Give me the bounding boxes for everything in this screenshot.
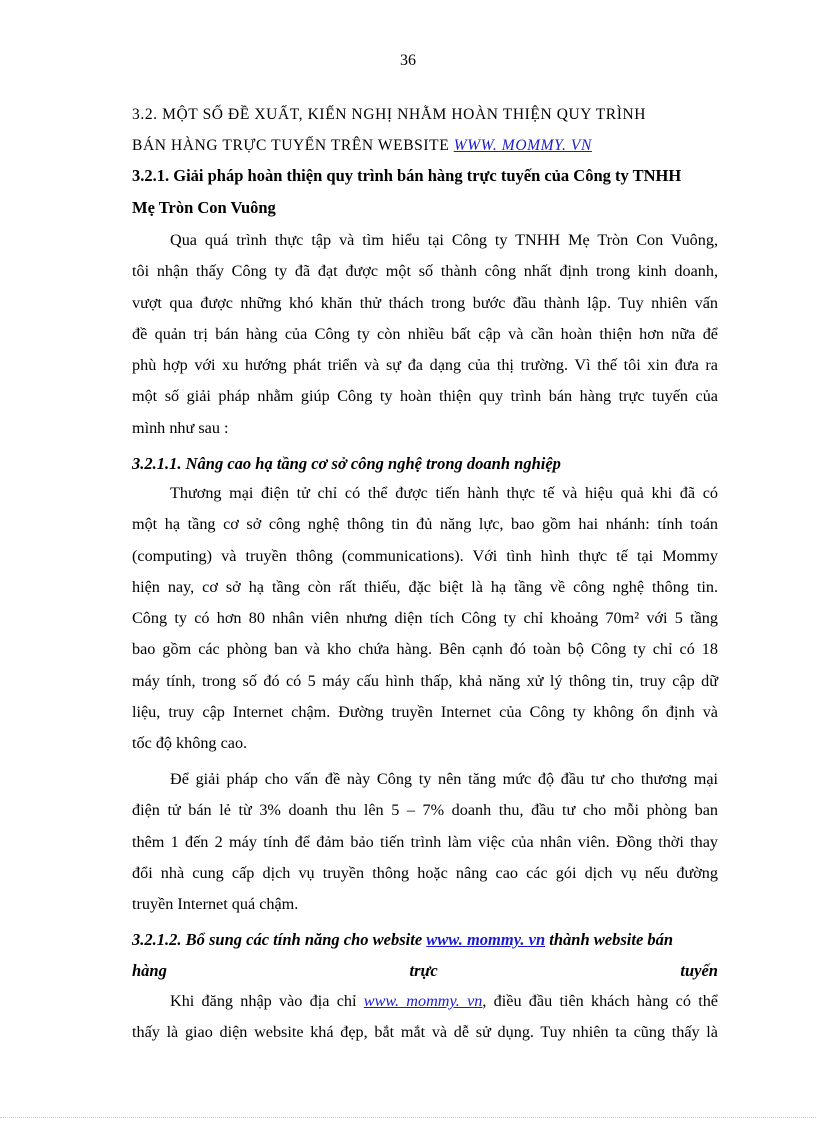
- paragraph-line: thêm 1 đến 2 máy tính để đảm bảo tiến trình làm việc của nhân viên. Đồng thời thay: [132, 832, 718, 851]
- paragraph-line: thấy là giao diện website khá đẹp, bắt mắt và dễ sử dụng. Tuy nhiên ta cũng thấy là: [132, 1023, 718, 1042]
- subsection-heading-line-2: Mẹ Tròn Con Vuông: [132, 198, 276, 217]
- paragraph-line: truyền Internet quá chậm.: [132, 895, 299, 914]
- heading-3212-line-1: [132, 924, 718, 955]
- paragraph-line: liệu, truy cập Internet chậm. Đường truyền Internet của Công ty không ổn định và: [132, 703, 718, 722]
- heading-word: trực: [409, 961, 438, 980]
- website-link[interactable]: WWW. MOMMY. VN: [453, 137, 592, 154]
- paragraph-line: đề quản trị bán hàng của Công ty còn nhiều bất cập và cần hoàn thiện hơn nữa để: [132, 324, 718, 343]
- subsection-heading-line-1: 3.2.1. Giải pháp hoàn thiện quy trình bán hàng trực tuyến của Công ty TNHH: [132, 166, 682, 185]
- heading-word: tuyến: [680, 961, 718, 980]
- paragraph-line: máy tính, trong số đó có 5 máy cấu hình thấp, khả năng xử lý thông tin, truy cập dữ: [132, 671, 718, 690]
- section-heading-text: BÁN HÀNG TRỰC TUYẾN TRÊN WEBSITE: [132, 137, 454, 154]
- paragraph-line: đổi nhà cung cấp dịch vụ truyền thông hoặc nâng cao các gói dịch vụ nếu đường: [132, 863, 718, 882]
- heading-3212-line-2: [132, 955, 718, 986]
- paragraph-line: Công ty có hơn 80 nhân viên nhưng diện tích Công ty chỉ khoảng 70m² với 5 tầng: [132, 609, 718, 628]
- paragraph-line: điện tử bán lẻ từ 3% doanh thu lên 5 – 7% doanh thu, đầu tư cho mỗi phòng ban: [132, 801, 718, 820]
- paragraph-line: Thương mại điện tử chỉ có thể được tiến hành thực tế và hiệu quả khi đã có: [170, 484, 718, 502]
- section-heading-line-1: 3.2. MỘT SỐ ĐỀ XUẤT, KIẾN NGHỊ NHẰM HOÀN THIỆN QUY TRÌNH: [132, 106, 647, 123]
- paragraph-line: mình như sau :: [132, 418, 229, 437]
- paragraph-line: (computing) và truyền thông (communications). Với tình hình thực tế tại Mommy: [132, 546, 718, 565]
- paragraph-line: Qua quá trình thực tập và tìm hiểu tại Công ty TNHH Mẹ Tròn Con Vuông,: [170, 231, 718, 249]
- paragraph-line: phù hợp với xu hướng phát triển và sự đa dạng của thị trường. Vì thế tôi xin đưa ra: [132, 356, 718, 375]
- section-heading: [132, 99, 732, 161]
- paragraph-intro: [132, 225, 718, 444]
- paragraph-line: tốc độ không cao.: [132, 734, 248, 753]
- paragraph-line: [132, 986, 718, 1017]
- paragraph-line: một số giải pháp nhằm giúp Công ty hoàn thiện quy trình bán hàng trực tuyến của: [132, 387, 718, 406]
- paragraph-text: Khi đăng nhập vào địa chỉ: [170, 992, 364, 1010]
- page-number: 36: [400, 52, 416, 69]
- paragraph-line: hiện nay, cơ sở hạ tầng còn rất thiếu, đặc biệt là hạ tầng về công nghệ thông tin.: [132, 577, 718, 596]
- website-link-2[interactable]: www. mommy. vn: [426, 930, 546, 949]
- paragraph-line: Để giải pháp cho vấn đề này Công ty nên tăng mức độ đầu tư cho thương mại: [170, 770, 718, 788]
- paragraph-line: tôi nhận thấy Công ty đã đạt được một số thành công nhất định trong kinh doanh,: [132, 262, 718, 281]
- paragraph-website: [132, 986, 718, 1049]
- paragraph-infrastructure: [132, 478, 718, 760]
- paragraph-line: vượt qua được những khó khăn thử thách trong bước đầu thành lập. Tuy nhiên vấn: [132, 293, 718, 312]
- section-heading-line-2: [132, 130, 732, 161]
- paragraph-text: , điều đầu tiên khách hàng có thể: [482, 992, 718, 1010]
- paragraph-solution: [132, 764, 718, 920]
- heading-word: hàng: [132, 961, 167, 980]
- heading-3212: [132, 924, 718, 986]
- paragraph-line: bao gồm các phòng ban và kho chứa hàng. Bên cạnh đó toàn bộ Công ty chỉ có 18: [132, 640, 718, 659]
- heading-3212-prefix: 3.2.1.2. Bổ sung các tính năng cho website: [132, 930, 427, 949]
- heading-3211: 3.2.1.1. Nâng cao hạ tầng cơ sở công nghệ trong doanh nghiệp: [132, 454, 561, 473]
- subsection-heading: [132, 160, 722, 224]
- page-bottom-divider: [0, 1117, 816, 1118]
- website-link-3[interactable]: www. mommy. vn: [363, 992, 483, 1010]
- paragraph-line: một hạ tầng cơ sở công nghệ thông tin đủ năng lực, bao gồm hai nhánh: tính toán: [132, 515, 718, 534]
- heading-3212-suffix: thành website bán: [545, 930, 674, 949]
